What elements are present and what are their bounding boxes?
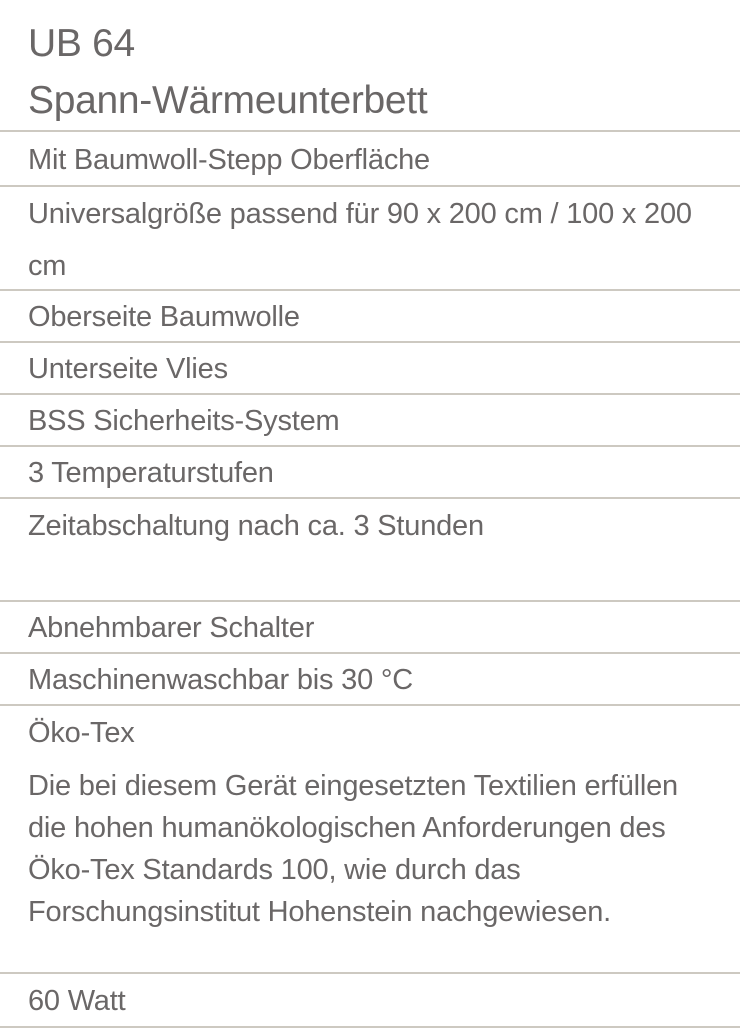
feature-row — [0, 134, 740, 187]
feature-row — [0, 447, 740, 499]
feature-text: Maschinenwaschbar bis 30 °C — [28, 664, 413, 696]
feature-text: Öko-Tex — [28, 717, 135, 749]
feature-text: Abnehmbarer Schalter — [28, 612, 315, 644]
feature-text: Universalgröße passend für 90 x 200 cm / 100 x 200 cm — [28, 198, 692, 282]
feature-description: Die bei diesem Gerät eingesetzten Textilien erfüllen die hohen humanökologischen Anforderungen des Öko-Tex Standards 100, wie durch das Forschungsinstitut Hohenstein nachgewiesen. — [28, 770, 678, 928]
feature-row — [0, 602, 740, 654]
feature-row — [0, 654, 740, 706]
feature-text: Zeitabschaltung nach ca. 3 Stunden — [28, 510, 484, 542]
feature-text: 3 Temperaturstufen — [28, 457, 274, 489]
product-model: UB 64 — [28, 22, 135, 65]
feature-text: Unterseite Vlies — [28, 353, 228, 385]
feature-row — [0, 499, 740, 602]
feature-text: Mit Baumwoll-Stepp Oberfläche — [28, 144, 430, 176]
product-title — [0, 0, 740, 132]
feature-text: 60 Watt — [28, 985, 126, 1017]
feature-text: BSS Sicherheits-System — [28, 405, 340, 437]
feature-row — [0, 706, 740, 974]
feature-row — [0, 291, 740, 343]
feature-row — [0, 187, 740, 291]
feature-row — [0, 343, 740, 395]
product-name: Spann-Wärmeunterbett — [28, 79, 428, 122]
feature-text: Oberseite Baumwolle — [28, 301, 300, 333]
feature-row — [0, 974, 740, 1028]
feature-row — [0, 395, 740, 447]
